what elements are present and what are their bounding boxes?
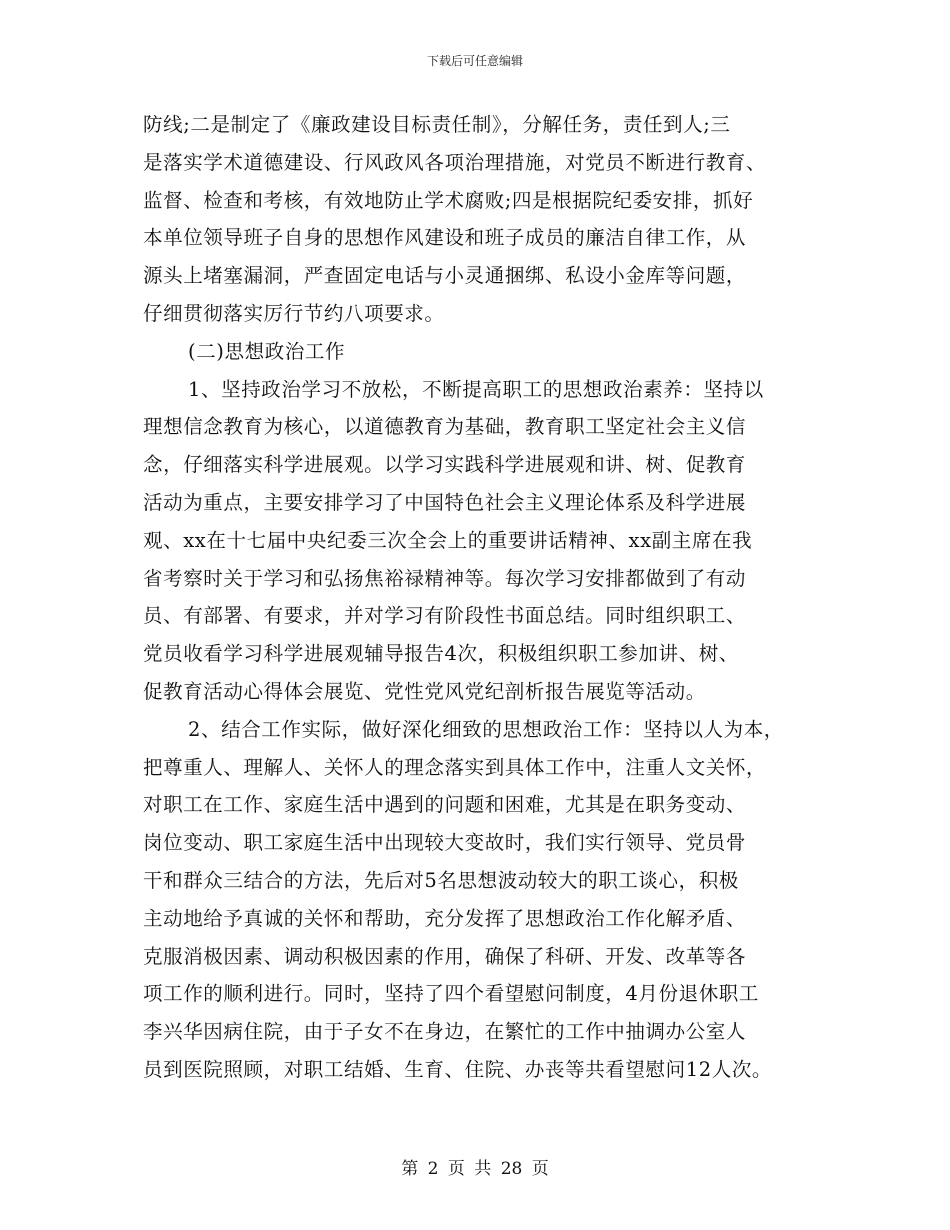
body-line: 防线;二是制定了《廉政建设目标责任制》，分解任务，责任到人;三 bbox=[143, 113, 731, 136]
body-line: 员、有部署、有要求，并对学习有阶段性书面总结。同时组织职工、 bbox=[143, 604, 747, 628]
body-line: 是落实学术道德建设、行风政风各项治理措施，对党员不断进行教育、 bbox=[143, 150, 767, 174]
body-line: 干和群众三结合的方法，先后对5名思想波动较大的职工谈心，积极 bbox=[143, 868, 739, 892]
page-footer: 第 2 页 共 28 页 bbox=[401, 1159, 549, 1179]
body-line: 念，仔细落实科学进展观。以学习实践科学进展观和讲、树、促教育 bbox=[143, 453, 747, 477]
body-line: 观、xx在十七届中央纪委三次全会上的重要讲话精神、xx副主席在我 bbox=[143, 528, 753, 552]
body-line: 监督、检查和考核，有效地防止学术腐败;四是根据院纪委安排，抓好 bbox=[143, 188, 754, 212]
body-line: 活动为重点，主要安排学习了中国特色社会主义理论体系及科学进展 bbox=[143, 490, 747, 514]
body-line: 党员收看学习科学进展观辅导报告4次，积极组织职工参加讲、树、 bbox=[143, 642, 739, 666]
body-line: 主动地给予真诚的关怀和帮助，充分发挥了思想政治工作化解矛盾、 bbox=[143, 906, 747, 930]
paragraph-start-line: 2、结合工作实际，做好深化细致的思想政治工作：坚持以人为本， bbox=[188, 717, 784, 741]
body-line: 源头上堵塞漏洞，严查固定电话与小灵通捆绑、私设小金库等问题， bbox=[143, 264, 747, 288]
document-body bbox=[143, 106, 823, 1089]
section-heading: (二)思想政治工作 bbox=[188, 339, 346, 363]
page-header: 下载后可任意编辑 bbox=[426, 54, 523, 68]
body-line: 促教育活动心得体会展览、党性党风党纪剖析报告展览等活动。 bbox=[143, 679, 706, 703]
body-line: 本单位领导班子自身的思想作风建设和班子成员的廉洁自律工作，从 bbox=[143, 226, 747, 250]
body-line: 省考察时关于学习和弘扬焦裕禄精神等。每次学习安排都做到了有动 bbox=[143, 566, 747, 590]
body-line: 李兴华因病住院，由于子女不在身边，在繁忙的工作中抽调办公室人 bbox=[143, 1020, 747, 1044]
body-line: 把尊重人、理解人、关怀人的理念落实到具体工作中，注重人文关怀， bbox=[143, 755, 767, 779]
body-line: 岗位变动、职工家庭生活中出现较大变故时，我们实行领导、党员骨 bbox=[143, 831, 747, 855]
paragraph-start-line: 1、坚持政治学习不放松，不断提高职工的思想政治素养：坚持以 bbox=[188, 377, 764, 401]
body-line: 员到医院照顾，对职工结婚、生育、住院、办丧等共看望慰问12人次。 bbox=[143, 1057, 773, 1081]
body-line: 项工作的顺利进行。同时，坚持了四个看望慰问制度，4月份退休职工 bbox=[143, 982, 760, 1006]
body-line: 对职工在工作、家庭生活中遇到的问题和困难，尤其是在职务变动、 bbox=[143, 793, 747, 817]
body-line: 克服消极因素、调动积极因素的作用，确保了科研、开发、改革等各 bbox=[143, 944, 747, 968]
body-line: 理想信念教育为核心，以道德教育为基础，教育职工坚定社会主义信 bbox=[143, 415, 747, 439]
body-line: 仔细贯彻落实厉行节约八项要求。 bbox=[143, 301, 445, 325]
